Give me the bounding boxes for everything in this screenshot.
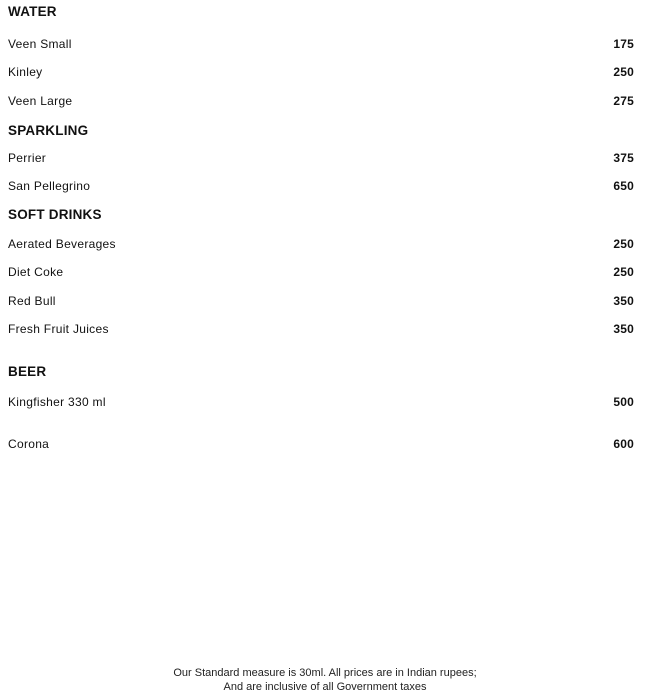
- footer-line-2: And are inclusive of all Government taxes: [223, 681, 427, 693]
- footer-note: [0, 666, 650, 694]
- menu-item-perrier: [8, 150, 634, 166]
- menu-item-veen-large: [8, 93, 634, 109]
- item-name: Perrier: [8, 151, 47, 165]
- menu-item-corona: [8, 436, 634, 452]
- item-price: 500: [613, 395, 634, 409]
- item-price: 350: [613, 322, 634, 336]
- menu-item-red-bull: [8, 293, 634, 309]
- item-price: 650: [613, 179, 634, 193]
- item-price: 375: [613, 151, 634, 165]
- item-price: 175: [613, 37, 634, 51]
- footer-line-1: Our Standard measure is 30ml. All prices are in Indian rupees;: [173, 667, 477, 679]
- section-heading-soft-drinks: SOFT DRINKS: [8, 207, 102, 222]
- menu-item-kinley: [8, 64, 634, 80]
- item-name: Corona: [8, 437, 50, 451]
- item-name: Aerated Beverages: [8, 237, 116, 251]
- item-name: Red Bull: [8, 294, 56, 308]
- item-name: Veen Small: [8, 37, 72, 51]
- item-price: 250: [613, 265, 634, 279]
- item-name: Fresh Fruit Juices: [8, 322, 109, 336]
- menu-item-kingfisher-330-ml: [8, 394, 634, 410]
- menu-item-diet-coke: [8, 264, 634, 280]
- item-name: San Pellegrino: [8, 179, 91, 193]
- item-name: Diet Coke: [8, 265, 64, 279]
- menu-item-fresh-fruit-juices: [8, 321, 634, 337]
- section-heading-water: WATER: [8, 4, 57, 19]
- item-price: 275: [613, 94, 634, 108]
- item-price: 250: [613, 237, 634, 251]
- item-price: 350: [613, 294, 634, 308]
- menu-item-veen-small: [8, 36, 634, 52]
- item-name: Kinley: [8, 65, 43, 79]
- menu-item-aerated-beverages: [8, 236, 634, 252]
- item-price: 600: [613, 437, 634, 451]
- item-name: Kingfisher 330 ml: [8, 395, 106, 409]
- section-heading-beer: BEER: [8, 364, 47, 379]
- item-price: 250: [613, 65, 634, 79]
- item-name: Veen Large: [8, 94, 73, 108]
- menu-item-san-pellegrino: [8, 178, 634, 194]
- section-heading-sparkling: SPARKLING: [8, 123, 89, 138]
